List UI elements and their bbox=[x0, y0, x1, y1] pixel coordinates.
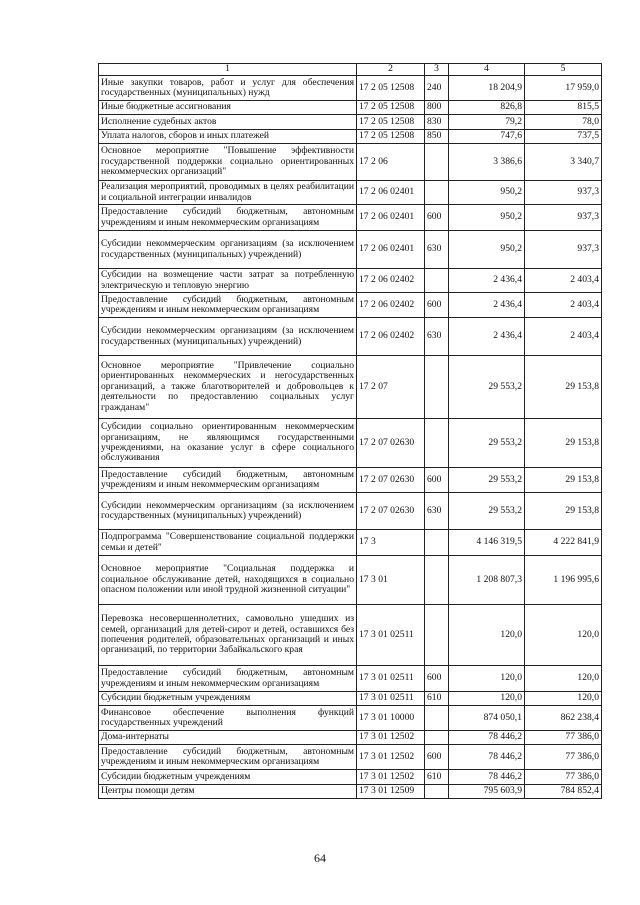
table-row bbox=[99, 318, 602, 356]
cell-vr bbox=[425, 605, 449, 666]
page-number: 64 bbox=[314, 851, 326, 865]
cell-vr: 630 bbox=[425, 493, 449, 530]
cell-name: Субсидии бюджетным учреждениям bbox=[99, 770, 357, 785]
cell-vr: 630 bbox=[425, 231, 449, 269]
table-row bbox=[99, 130, 602, 144]
cell-vr bbox=[425, 419, 449, 468]
table-row bbox=[99, 785, 602, 799]
cell-code: 17 3 01 02511 bbox=[357, 605, 425, 666]
cell-value-1: 826,8 bbox=[449, 101, 525, 115]
cell-vr bbox=[425, 785, 449, 799]
cell-code: 17 2 06 02402 bbox=[357, 269, 425, 293]
cell-value-1: 78 446,2 bbox=[449, 770, 525, 785]
cell-value-2: 77 386,0 bbox=[525, 745, 602, 770]
table-row bbox=[99, 770, 602, 785]
cell-name: Субсидии некоммерческим организациям (за исключением государственных (муниципальных) учреждений) bbox=[99, 493, 357, 530]
cell-value-2: 862 238,4 bbox=[525, 706, 602, 731]
cell-code: 17 2 07 02630 bbox=[357, 419, 425, 468]
cell-vr: 610 bbox=[425, 692, 449, 706]
cell-value-1: 18 204,9 bbox=[449, 76, 525, 101]
table-row bbox=[99, 706, 602, 731]
table-header-row bbox=[99, 64, 602, 76]
cell-value-1: 950,2 bbox=[449, 181, 525, 205]
table-row bbox=[99, 293, 602, 318]
cell-vr bbox=[425, 530, 449, 556]
cell-code: 17 3 01 12502 bbox=[357, 770, 425, 785]
cell-code: 17 2 05 12508 bbox=[357, 76, 425, 101]
cell-name: Иные бюджетные ассигнования bbox=[99, 101, 357, 115]
cell-name: Уплата налогов, сборов и иных платежей bbox=[99, 130, 357, 144]
cell-name: Предоставление субсидий бюджетным, автономным учреждениям и иным некоммерческим организациям bbox=[99, 666, 357, 692]
cell-vr: 600 bbox=[425, 205, 449, 231]
cell-value-2: 120,0 bbox=[525, 666, 602, 692]
cell-value-2: 2 403,4 bbox=[525, 318, 602, 356]
cell-code: 17 2 06 02402 bbox=[357, 293, 425, 318]
cell-name: Субсидии социально ориентированным некоммерческим организациям, не являющимся государственными учреждениями, на оказание услуг в сфере социального обслуживания bbox=[99, 419, 357, 468]
cell-value-1: 2 436,4 bbox=[449, 318, 525, 356]
cell-value-1: 29 553,2 bbox=[449, 419, 525, 468]
cell-vr: 600 bbox=[425, 293, 449, 318]
budget-table-body bbox=[99, 64, 602, 799]
cell-name: Исполнение судебных актов bbox=[99, 115, 357, 130]
cell-value-1: 795 603,9 bbox=[449, 785, 525, 799]
cell-value-2: 737,5 bbox=[525, 130, 602, 144]
cell-vr: 600 bbox=[425, 666, 449, 692]
cell-name: Центры помощи детям bbox=[99, 785, 357, 799]
table-row bbox=[99, 231, 602, 269]
cell-name: Субсидии на возмещение части затрат за потребленную электрическую и тепловую энергию bbox=[99, 269, 357, 293]
cell-code: 17 3 01 12509 bbox=[357, 785, 425, 799]
table-row bbox=[99, 731, 602, 745]
cell-name: Основное мероприятие "Социальная поддержка и социальное обслуживание детей, находящихся в социально опасном положении или иной трудной жизненной ситуации" bbox=[99, 556, 357, 605]
budget-table bbox=[98, 63, 602, 799]
cell-name: Субсидии бюджетным учреждениям bbox=[99, 692, 357, 706]
cell-name: Подпрограмма "Совершенствование социальной поддержки семьи и детей" bbox=[99, 530, 357, 556]
cell-vr bbox=[425, 356, 449, 419]
cell-vr bbox=[425, 706, 449, 731]
cell-value-2: 815,5 bbox=[525, 101, 602, 115]
cell-code: 17 2 05 12508 bbox=[357, 115, 425, 130]
table-row bbox=[99, 269, 602, 293]
cell-value-1: 3 386,6 bbox=[449, 144, 525, 181]
table-row bbox=[99, 745, 602, 770]
cell-vr: 610 bbox=[425, 770, 449, 785]
cell-value-1: 29 553,2 bbox=[449, 468, 525, 493]
cell-value-2: 937,3 bbox=[525, 231, 602, 269]
cell-value-2: 784 852,4 bbox=[525, 785, 602, 799]
cell-value-1: 1 208 807,3 bbox=[449, 556, 525, 605]
cell-value-1: 2 436,4 bbox=[449, 293, 525, 318]
cell-value-1: 29 553,2 bbox=[449, 493, 525, 530]
cell-code: 17 2 05 12508 bbox=[357, 101, 425, 115]
cell-value-2: 3 340,7 bbox=[525, 144, 602, 181]
cell-code: 17 2 06 02401 bbox=[357, 231, 425, 269]
cell-code: 17 3 01 12502 bbox=[357, 745, 425, 770]
cell-value-2: 77 386,0 bbox=[525, 731, 602, 745]
header-cell-vr: 3 bbox=[425, 64, 449, 76]
cell-vr bbox=[425, 181, 449, 205]
cell-vr: 600 bbox=[425, 745, 449, 770]
cell-code: 17 2 07 02630 bbox=[357, 493, 425, 530]
cell-name: Финансовое обеспечение выполнения функций государственных учреждений bbox=[99, 706, 357, 731]
cell-name: Субсидии некоммерческим организациям (за исключением государственных (муниципальных) учреждений) bbox=[99, 231, 357, 269]
cell-value-2: 77 386,0 bbox=[525, 770, 602, 785]
header-cell-code: 2 bbox=[357, 64, 425, 76]
table-row bbox=[99, 556, 602, 605]
cell-name: Дома-интернаты bbox=[99, 731, 357, 745]
header-cell-value-2: 5 bbox=[525, 64, 602, 76]
cell-value-2: 1 196 995,6 bbox=[525, 556, 602, 605]
table-row bbox=[99, 666, 602, 692]
cell-code: 17 2 06 02401 bbox=[357, 181, 425, 205]
table-row bbox=[99, 468, 602, 493]
cell-name: Реализация мероприятий, проводимых в целях реабилитации и социальной интеграции инвалидов bbox=[99, 181, 357, 205]
cell-value-2: 29 153,8 bbox=[525, 468, 602, 493]
cell-value-2: 29 153,8 bbox=[525, 419, 602, 468]
cell-vr: 800 bbox=[425, 101, 449, 115]
header-cell-name: 1 bbox=[99, 64, 357, 76]
cell-code: 17 2 06 02401 bbox=[357, 205, 425, 231]
cell-vr bbox=[425, 269, 449, 293]
cell-value-1: 2 436,4 bbox=[449, 269, 525, 293]
cell-vr: 830 bbox=[425, 115, 449, 130]
cell-code: 17 3 01 02511 bbox=[357, 692, 425, 706]
cell-code: 17 2 06 bbox=[357, 144, 425, 181]
cell-vr: 630 bbox=[425, 318, 449, 356]
cell-code: 17 3 01 bbox=[357, 556, 425, 605]
cell-value-2: 120,0 bbox=[525, 605, 602, 666]
cell-name: Основное мероприятие "Привлечение социально ориентированных некоммерческих и негосударственных организаций, а также благотворителей и добровольцев к деятельности по предоставлению социальных услуг гражданам" bbox=[99, 356, 357, 419]
cell-value-1: 120,0 bbox=[449, 605, 525, 666]
cell-name: Иные закупки товаров, работ и услуг для обеспечения государственных (муниципальных) нужд bbox=[99, 76, 357, 101]
table-row bbox=[99, 692, 602, 706]
cell-value-2: 120,0 bbox=[525, 692, 602, 706]
cell-name: Перевозка несовершеннолетних, самовольно ушедших из семей, организаций для детей-сирот и детей, оставшихся без попечения родителей, образовательных организаций и иных организаций, по территории Забайкальского края bbox=[99, 605, 357, 666]
cell-name: Предоставление субсидий бюджетным, автономным учреждениям и иным некоммерческим организациям bbox=[99, 468, 357, 493]
cell-code: 17 3 01 02511 bbox=[357, 666, 425, 692]
cell-vr bbox=[425, 731, 449, 745]
cell-name: Субсидии некоммерческим организациям (за исключением государственных (муниципальных) учреждений) bbox=[99, 318, 357, 356]
cell-value-1: 874 050,1 bbox=[449, 706, 525, 731]
cell-code: 17 3 01 12502 bbox=[357, 731, 425, 745]
cell-value-2: 17 959,0 bbox=[525, 76, 602, 101]
cell-name: Предоставление субсидий бюджетным, автономным учреждениям и иным некоммерческим организациям bbox=[99, 745, 357, 770]
cell-value-1: 950,2 bbox=[449, 205, 525, 231]
table-row bbox=[99, 205, 602, 231]
table-row bbox=[99, 493, 602, 530]
cell-vr bbox=[425, 144, 449, 181]
cell-value-2: 937,3 bbox=[525, 205, 602, 231]
cell-value-1: 78 446,2 bbox=[449, 745, 525, 770]
cell-value-2: 29 153,8 bbox=[525, 356, 602, 419]
cell-value-2: 4 222 841,9 bbox=[525, 530, 602, 556]
cell-value-2: 937,3 bbox=[525, 181, 602, 205]
cell-value-1: 120,0 bbox=[449, 692, 525, 706]
table-row bbox=[99, 356, 602, 419]
table-row bbox=[99, 76, 602, 101]
cell-value-1: 78 446,2 bbox=[449, 731, 525, 745]
cell-code: 17 3 01 10000 bbox=[357, 706, 425, 731]
cell-value-2: 29 153,8 bbox=[525, 493, 602, 530]
table-row bbox=[99, 144, 602, 181]
cell-name: Предоставление субсидий бюджетным, автономным учреждениям и иным некоммерческим организациям bbox=[99, 205, 357, 231]
table-row bbox=[99, 605, 602, 666]
cell-vr bbox=[425, 556, 449, 605]
table-row bbox=[99, 101, 602, 115]
cell-name: Основное мероприятие "Повышение эффективности государственной поддержки социально ориентированных некоммерческих организаций" bbox=[99, 144, 357, 181]
cell-name: Предоставление субсидий бюджетным, автономным учреждениям и иным некоммерческим организациям bbox=[99, 293, 357, 318]
cell-value-1: 79,2 bbox=[449, 115, 525, 130]
cell-value-2: 78,0 bbox=[525, 115, 602, 130]
cell-value-1: 29 553,2 bbox=[449, 356, 525, 419]
cell-vr: 240 bbox=[425, 76, 449, 101]
table-row bbox=[99, 530, 602, 556]
cell-value-1: 747,6 bbox=[449, 130, 525, 144]
cell-vr: 600 bbox=[425, 468, 449, 493]
header-cell-value-1: 4 bbox=[449, 64, 525, 76]
table-row bbox=[99, 115, 602, 130]
cell-value-1: 120,0 bbox=[449, 666, 525, 692]
cell-value-2: 2 403,4 bbox=[525, 293, 602, 318]
cell-value-2: 2 403,4 bbox=[525, 269, 602, 293]
cell-code: 17 2 06 02402 bbox=[357, 318, 425, 356]
cell-code: 17 2 07 02630 bbox=[357, 468, 425, 493]
cell-code: 17 3 bbox=[357, 530, 425, 556]
cell-vr: 850 bbox=[425, 130, 449, 144]
cell-value-1: 950,2 bbox=[449, 231, 525, 269]
cell-value-1: 4 146 319,5 bbox=[449, 530, 525, 556]
table-row bbox=[99, 181, 602, 205]
table-row bbox=[99, 419, 602, 468]
cell-code: 17 2 07 bbox=[357, 356, 425, 419]
cell-code: 17 2 05 12508 bbox=[357, 130, 425, 144]
